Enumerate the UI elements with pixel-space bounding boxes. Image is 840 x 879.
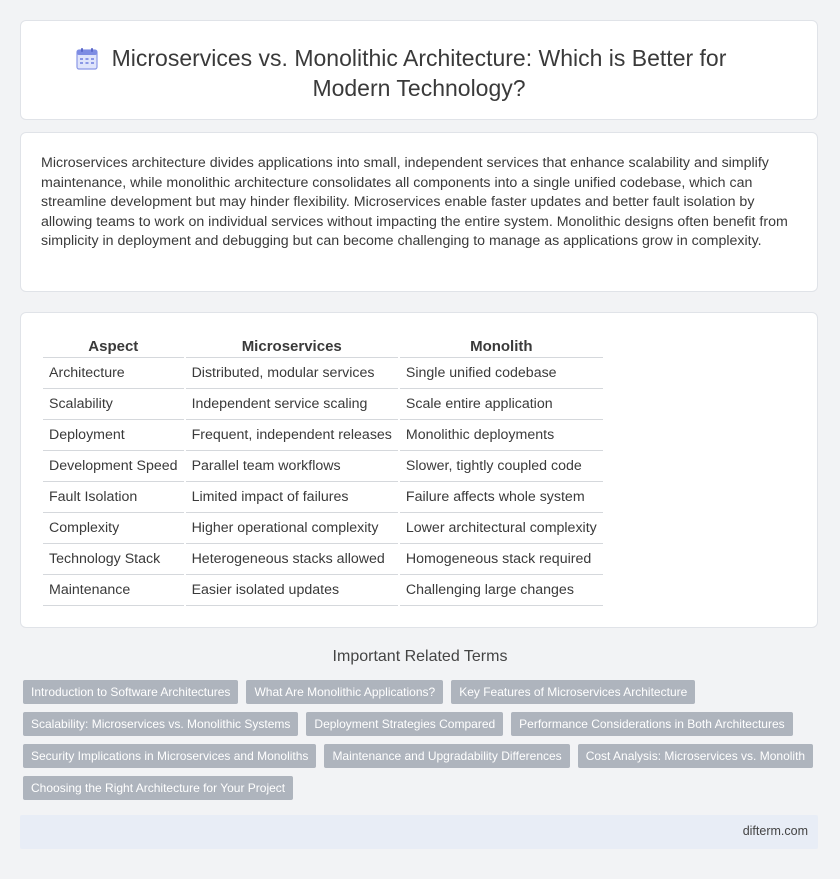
table-cell: Scalability: [43, 389, 184, 420]
table-cell: Homogeneous stack required: [400, 544, 603, 575]
table-cell: Challenging large changes: [400, 575, 603, 606]
table-cell: Independent service scaling: [186, 389, 398, 420]
header-card: [20, 20, 818, 120]
table-cell: Deployment: [43, 420, 184, 451]
table-row: [43, 358, 603, 389]
table-cell: Heterogeneous stacks allowed: [186, 544, 398, 575]
table-cell: Maintenance: [43, 575, 184, 606]
table-cell: Monolithic deployments: [400, 420, 603, 451]
related-term-link[interactable]: What Are Monolithic Applications?: [246, 680, 443, 704]
related-term-link[interactable]: Choosing the Right Architecture for Your Project: [23, 776, 293, 800]
intro-paragraph: Microservices architecture divides applications into small, independent services that enhance scalability and simplify maintenance, while monolithic architecture consolidates all components into a single unified codebase, which can streamline development but may hinder flexibility. Microservices enable faster updates and better fault isolation by allowing teams to work on individual services without impacting the entire system. Monolithic designs often benefit from simplicity in deployment and debugging but can become challenging to manage as applications grow in complexity.: [41, 155, 788, 249]
table-cell: Architecture: [43, 358, 184, 389]
column-header-monolith: Monolith: [400, 335, 603, 358]
related-term-link[interactable]: Cost Analysis: Microservices vs. Monolith: [578, 744, 813, 768]
table-cell: Technology Stack: [43, 544, 184, 575]
table-cell: Distributed, modular services: [186, 358, 398, 389]
table-cell: Complexity: [43, 513, 184, 544]
table-cell: Fault Isolation: [43, 482, 184, 513]
table-header-row: [43, 335, 603, 358]
table-cell: Failure affects whole system: [400, 482, 603, 513]
related-term-link[interactable]: Performance Considerations in Both Architectures: [511, 712, 792, 736]
related-term-link[interactable]: Introduction to Software Architectures: [23, 680, 238, 704]
related-term-link[interactable]: Maintenance and Upgradability Differences: [324, 744, 569, 768]
footer-site-link[interactable]: difterm.com: [742, 824, 808, 838]
table-cell: Scale entire application: [400, 389, 603, 420]
related-terms-list: [23, 680, 823, 800]
table-cell: Higher operational complexity: [186, 513, 398, 544]
table-row: [43, 451, 603, 482]
footer: [20, 815, 818, 849]
table-cell: Frequent, independent releases: [186, 420, 398, 451]
comparison-card: [20, 312, 818, 628]
related-term-link[interactable]: Key Features of Microservices Architecture: [451, 680, 695, 704]
related-term-link[interactable]: Scalability: Microservices vs. Monolithic Systems: [23, 712, 298, 736]
table-row: [43, 513, 603, 544]
table-cell: Parallel team workflows: [186, 451, 398, 482]
column-header-aspect: Aspect: [43, 335, 184, 358]
table-row: [43, 575, 603, 606]
table-cell: Single unified codebase: [400, 358, 603, 389]
table-row: [43, 420, 603, 451]
column-header-microservices: Microservices: [186, 335, 398, 358]
table-cell: Development Speed: [43, 451, 184, 482]
comparison-table: [41, 335, 605, 606]
related-term-link[interactable]: Security Implications in Microservices and Monoliths: [23, 744, 316, 768]
table-cell: Easier isolated updates: [186, 575, 398, 606]
table-cell: Limited impact of failures: [186, 482, 398, 513]
table-cell: Lower architectural complexity: [400, 513, 603, 544]
related-terms-heading: Important Related Terms: [332, 648, 508, 665]
table-row: [43, 482, 603, 513]
table-row: [43, 389, 603, 420]
page-title: Microservices vs. Monolithic Architecture: Which is Better for Modern Technology?: [111, 45, 727, 101]
table-cell: Slower, tightly coupled code: [400, 451, 603, 482]
related-term-link[interactable]: Deployment Strategies Compared: [306, 712, 503, 736]
intro-card: [20, 132, 818, 292]
table-row: [43, 544, 603, 575]
